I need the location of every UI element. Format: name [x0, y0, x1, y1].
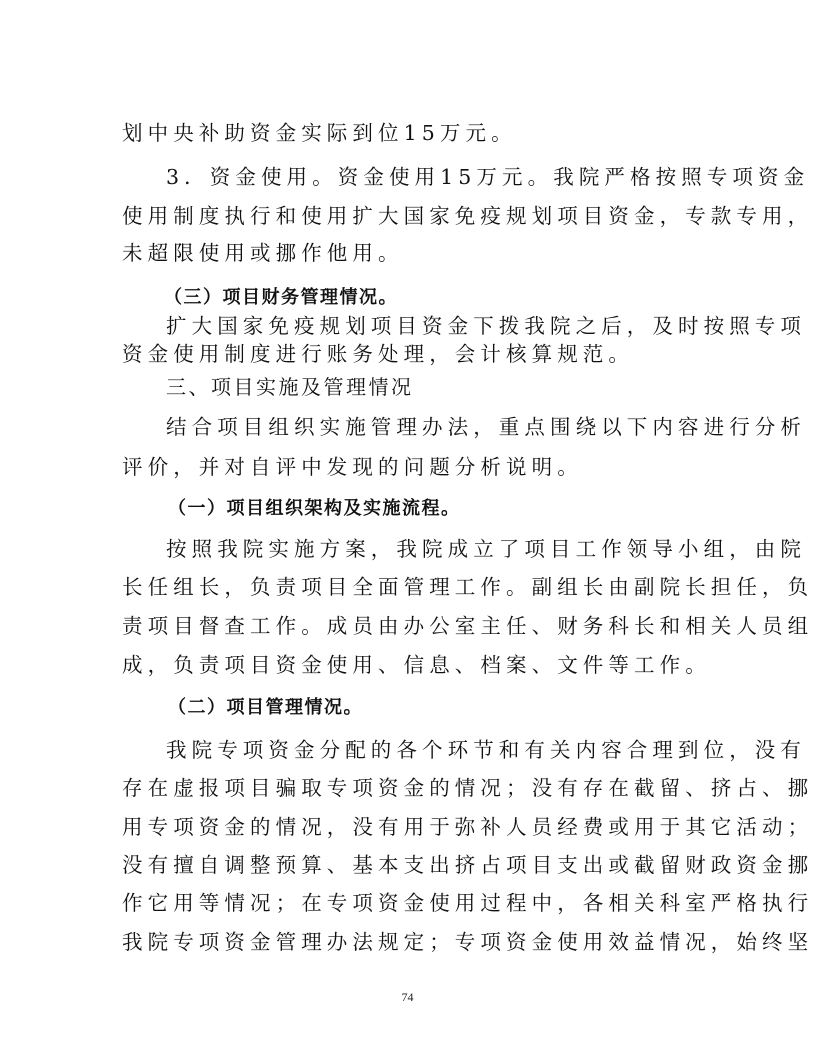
- body-text-line: 作它用等情况；在专项资金使用过程中，各相关科室严格执行: [122, 891, 814, 915]
- body-text-line: 评价，并对自评中发现的问题分析说明。: [122, 455, 583, 479]
- body-text-line: 我院专项资金管理办法规定；专项资金使用效益情况，始终坚: [122, 930, 814, 954]
- body-text-line: 使用制度执行和使用扩大国家免疫规划项目资金，专款专用，: [122, 204, 814, 228]
- body-text-line: 按照我院实施方案，我院成立了项目工作领导小组，由院: [166, 537, 806, 561]
- body-text-line: 扩大国家免疫规划项目资金下拨我院之后，及时按照专项: [166, 314, 806, 338]
- section-heading: 三、项目实施及管理情况: [166, 375, 414, 399]
- subsection-heading: （三）项目财务管理情况。: [164, 287, 398, 308]
- subsection-heading: （一）项目组织架构及实施流程。: [168, 498, 461, 519]
- body-text-line: 3．资金使用。资金使用15万元。我院严格按照专项资金: [166, 165, 810, 189]
- body-text-line: 我院专项资金分配的各个环节和有关内容合理到位，没有: [166, 738, 806, 762]
- body-text-line: 结合项目组织实施管理办法，重点围绕以下内容进行分析: [166, 415, 806, 439]
- body-text-line: 未超限使用或挪作他用。: [122, 241, 404, 265]
- body-text-line: 没有擅自调整预算、基本支出挤占项目支出或截留财政资金挪: [122, 853, 814, 877]
- body-text-line: 资金使用制度进行账务处理，会计核算规范。: [122, 342, 634, 366]
- body-text-line: 存在虚报项目骗取专项资金的情况；没有存在截留、挤占、挪: [122, 776, 814, 800]
- page-number: 74: [401, 990, 414, 1004]
- body-text-line: 长任组长，负责项目全面管理工作。副组长由副院长担任，负: [122, 575, 814, 599]
- body-text-line: 划中央补助资金实际到位15万元。: [122, 121, 517, 145]
- body-text-line: 成，负责项目资金使用、信息、档案、文件等工作。: [122, 653, 711, 677]
- body-text-line: 责项目督查工作。成员由办公室主任、财务科长和相关人员组: [122, 614, 814, 638]
- subsection-heading: （二）项目管理情况。: [168, 697, 363, 718]
- body-text-line: 用专项资金的情况，没有用于弥补人员经费或用于其它活动；: [122, 815, 814, 839]
